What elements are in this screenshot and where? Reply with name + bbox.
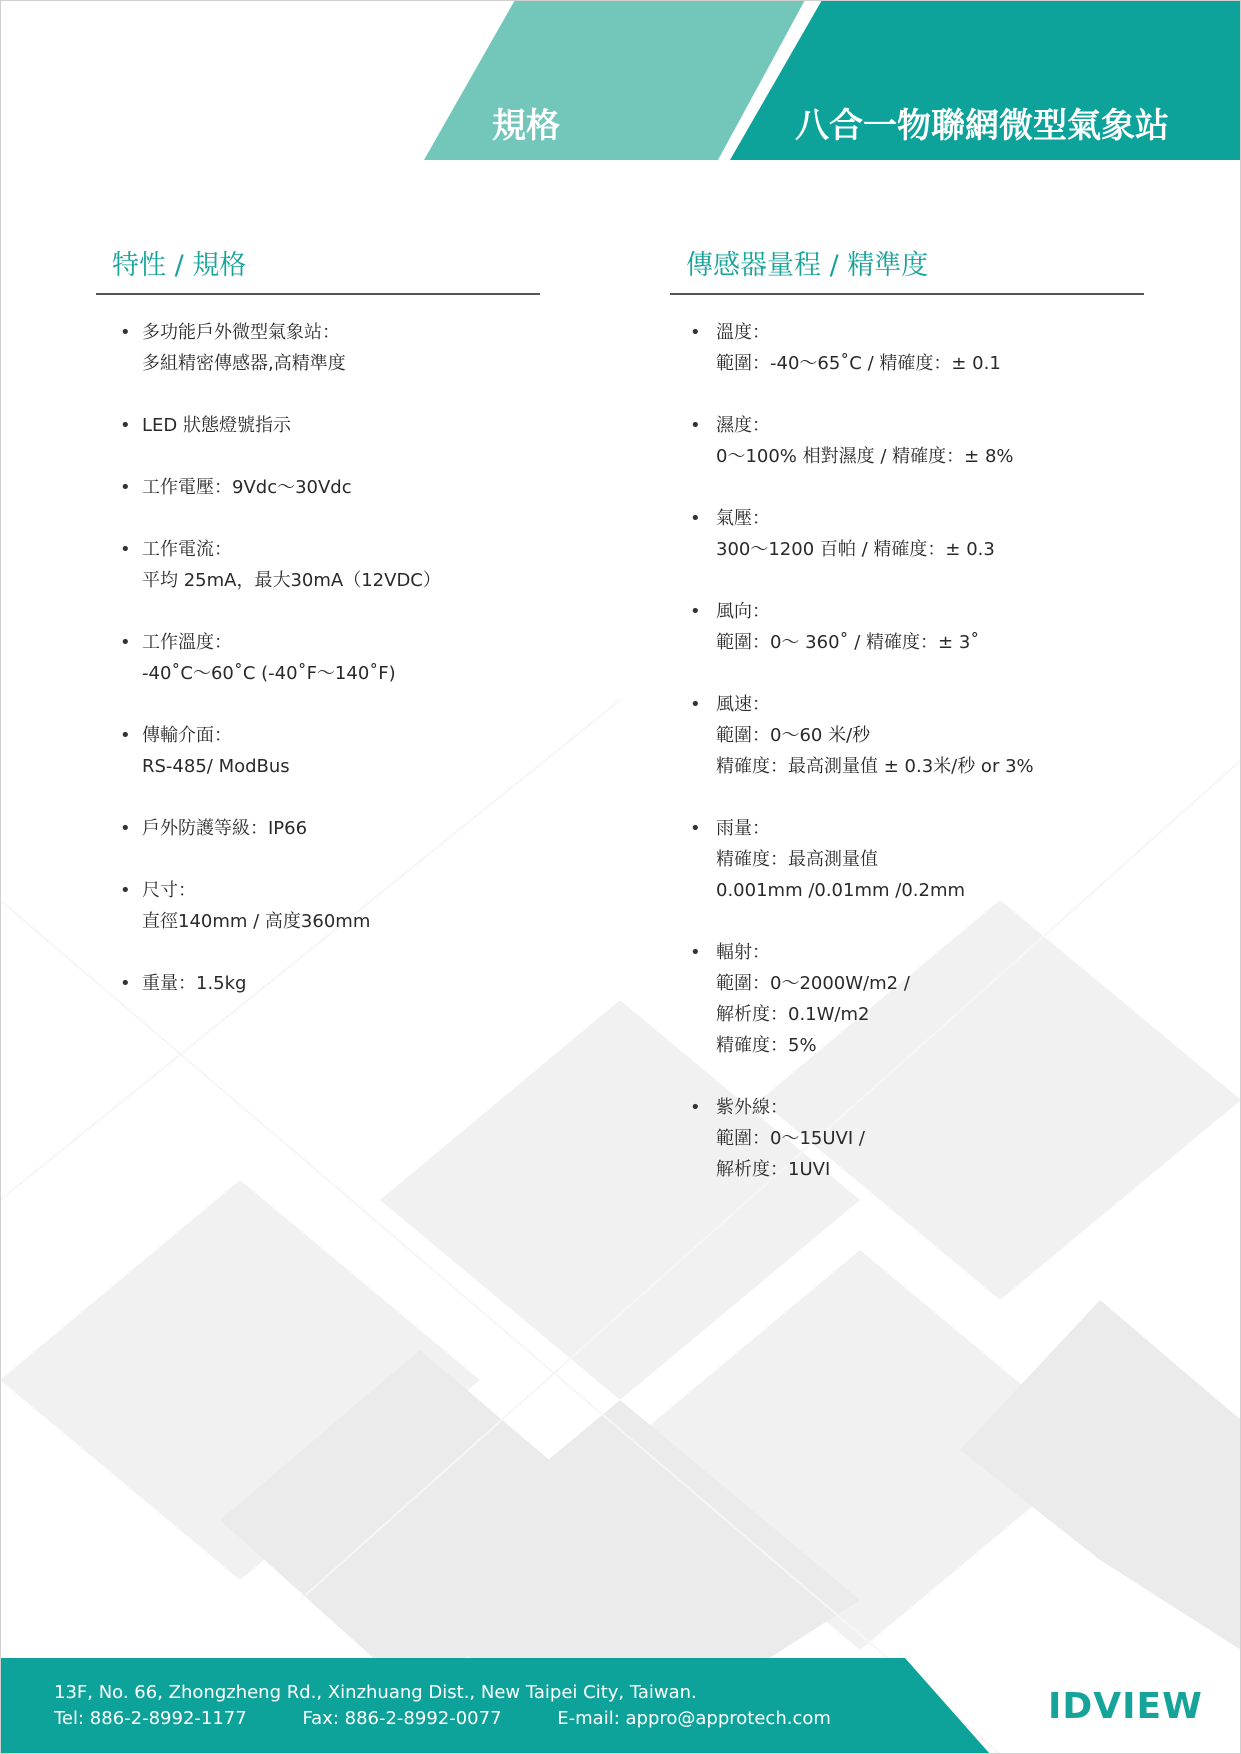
bullet-icon: •: [690, 1097, 701, 1118]
sensors-list: [670, 317, 1144, 1185]
item-line: 紫外線：: [716, 1097, 788, 1118]
features-section: [96, 246, 540, 1030]
item-line: 戶外防護等級：IP66: [142, 818, 308, 839]
features-divider: [96, 293, 540, 295]
item-line: 精確度：5%: [716, 1035, 817, 1056]
features-list: [96, 317, 540, 999]
item-line: 傳輸介面：: [142, 725, 232, 746]
brand-logo: IDVIEW: [1048, 1686, 1203, 1727]
list-item: [96, 410, 540, 441]
bullet-icon: •: [120, 880, 131, 901]
list-item: [96, 875, 540, 937]
bullet-icon: •: [120, 477, 131, 498]
bullet-icon: •: [120, 322, 131, 343]
item-line: 尺寸：: [142, 880, 196, 901]
bullet-icon: •: [120, 415, 131, 436]
contact-line: [54, 1708, 831, 1729]
item-line: 氣壓：: [716, 508, 770, 529]
bullet-icon: •: [120, 725, 131, 746]
item-line: 範圍：0～15UVI /: [716, 1128, 865, 1149]
bullet-icon: •: [120, 818, 131, 839]
item-line: 範圍：0～ 360˚ / 精確度：± 3˚: [716, 632, 980, 653]
bullet-icon: •: [690, 322, 701, 343]
list-item: [96, 317, 540, 379]
list-item: [670, 813, 1144, 906]
item-line: 精確度：最高測量值 ± 0.3米/秒 or 3%: [716, 756, 1034, 777]
item-line: 範圍：-40～65˚C / 精確度：± 0.1: [716, 353, 1001, 374]
product-title: 八合一物聯網微型氣象站: [795, 106, 1169, 146]
item-line: 範圍：0～60 米/秒: [716, 725, 871, 746]
list-item: [670, 596, 1144, 658]
sensors-divider: [670, 293, 1144, 295]
list-item: [670, 410, 1144, 472]
list-item: [670, 689, 1144, 782]
phone-number: Tel: 886-2-8992-1177: [54, 1708, 247, 1729]
item-line: 雨量：: [716, 818, 770, 839]
bullet-icon: •: [690, 942, 701, 963]
sensors-section: [670, 246, 1144, 1216]
item-line: 0～100% 相對濕度 / 精確度：± 8%: [716, 446, 1014, 467]
item-line: 解析度：0.1W/m2: [716, 1004, 870, 1025]
bullet-icon: •: [120, 973, 131, 994]
item-line: 0.001mm /0.01mm /0.2mm: [716, 880, 966, 901]
spec-tab-label: 規格: [492, 106, 560, 146]
list-item: [96, 534, 540, 596]
list-item: [96, 720, 540, 782]
item-line: 溫度：: [716, 322, 770, 343]
bullet-icon: •: [690, 601, 701, 622]
item-line: 平均 25mA，最大30mA（12VDC）: [142, 570, 441, 591]
email-address: E-mail: appro@approtech.com: [557, 1708, 831, 1729]
bullet-icon: •: [690, 694, 701, 715]
item-line: 範圍：0～2000W/m2 /: [716, 973, 910, 994]
item-line: 多組精密傳感器,高精準度: [142, 353, 346, 374]
item-line: 工作電壓：9Vdc～30Vdc: [142, 477, 352, 498]
item-line: -40˚C～60˚C (-40˚F～140˚F): [142, 663, 396, 684]
item-line: LED 狀態燈號指示: [142, 415, 291, 436]
item-line: 工作溫度：: [142, 632, 232, 653]
bullet-icon: •: [120, 539, 131, 560]
bullet-icon: •: [690, 818, 701, 839]
item-line: 工作電流：: [142, 539, 232, 560]
fax-number: Fax: 886-2-8992-0077: [302, 1708, 502, 1729]
item-line: 解析度：1UVI: [716, 1159, 831, 1180]
list-item: [670, 1092, 1144, 1185]
item-line: 濕度：: [716, 415, 770, 436]
item-line: 輻射：: [716, 942, 770, 963]
features-title: 特性 / 規格: [112, 250, 247, 281]
list-item: [96, 968, 540, 999]
sensors-title: 傳感器量程 / 精準度: [686, 250, 929, 281]
list-item: [670, 503, 1144, 565]
bullet-icon: •: [120, 632, 131, 653]
item-line: 風速：: [716, 694, 770, 715]
list-item: [670, 317, 1144, 379]
item-line: 重量：1.5kg: [142, 973, 247, 994]
list-item: [96, 472, 540, 503]
bullet-icon: •: [690, 508, 701, 529]
company-address: 13F, No. 66, Zhongzheng Rd., Xinzhuang Dist., New Taipei City, Taiwan.: [54, 1682, 697, 1703]
list-item: [96, 813, 540, 844]
item-line: 多功能戶外微型氣象站：: [142, 322, 340, 343]
item-line: 直徑140mm / 高度360mm: [142, 911, 371, 932]
item-line: RS-485/ ModBus: [142, 756, 290, 777]
item-line: 精確度：最高測量值: [716, 849, 878, 870]
item-line: 風向：: [716, 601, 770, 622]
list-item: [670, 937, 1144, 1061]
list-item: [96, 627, 540, 689]
item-line: 300～1200 百帕 / 精確度：± 0.3: [716, 539, 995, 560]
bullet-icon: •: [690, 415, 701, 436]
